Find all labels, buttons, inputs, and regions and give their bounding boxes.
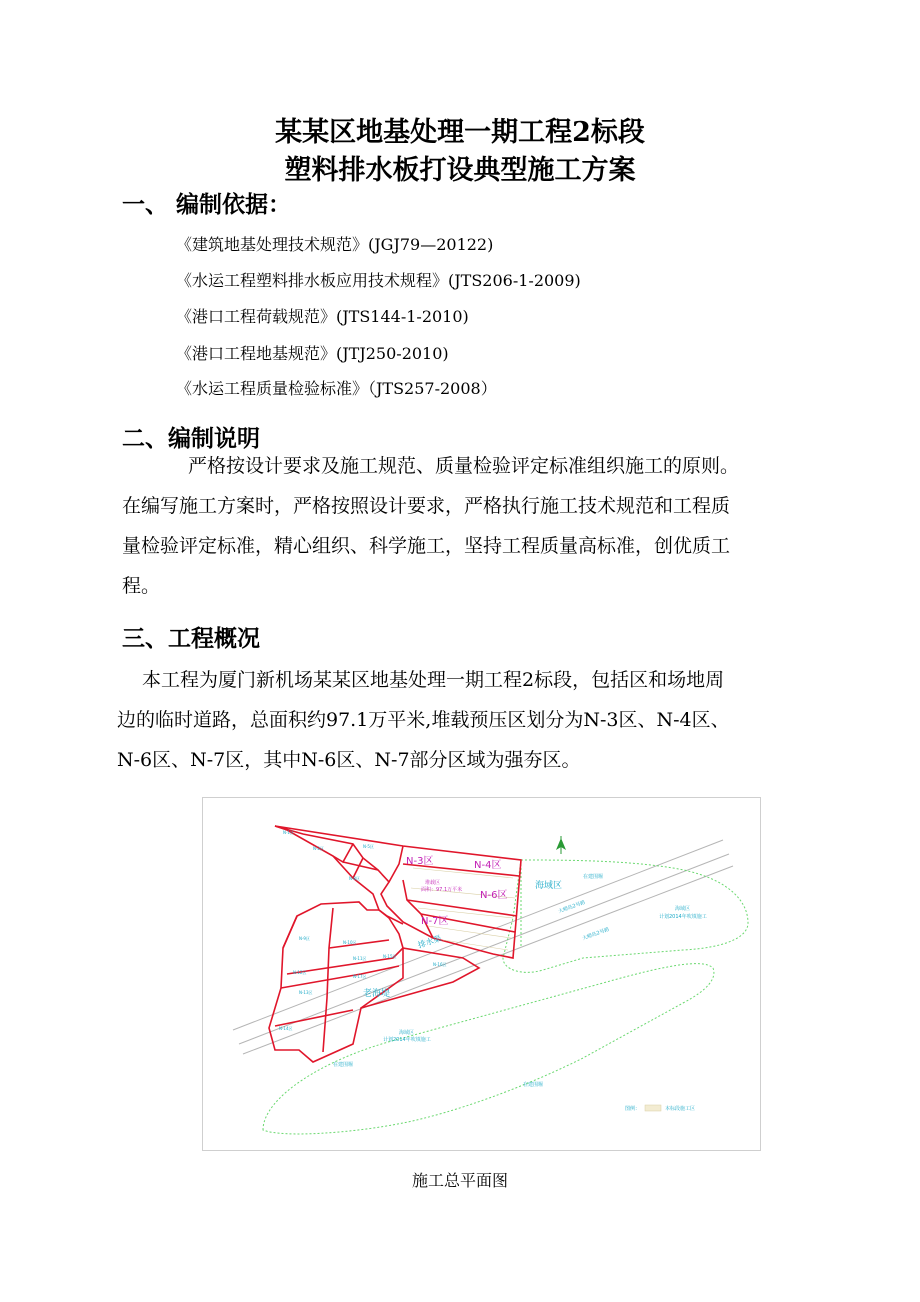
- cofferdam-label: 在建围堰: [583, 874, 604, 880]
- legend-swatch: [645, 1105, 661, 1111]
- section2-heading: 二、编制说明: [122, 425, 260, 452]
- sea-area-boundary: [263, 860, 748, 1134]
- small-zone-label: N-1区: [283, 830, 294, 835]
- reference-item: 《水运工程塑料排水板应用技术规程》(JTS206-1-2009): [176, 271, 581, 290]
- paragraph-line: 本工程为厦门新机场某某区地基处理一期工程2标段，包括区和场地周: [142, 669, 725, 691]
- zone-label-n3: N-3区: [406, 856, 434, 867]
- zone-label-n4: N-4区: [474, 860, 502, 871]
- small-zone-label: N-2区: [313, 846, 324, 851]
- title-line-1: 某某区地基处理一期工程2标段: [275, 117, 645, 148]
- section3-heading: 三、工程概况: [122, 625, 260, 652]
- sea-fill-line2: 计划2014年吹填施工: [383, 1037, 431, 1043]
- north-arrow-icon: [556, 836, 566, 854]
- small-zone-label: N-11区: [353, 956, 367, 961]
- reference-item: 《建筑地基处理技术规范》(JGJ79—20122): [176, 235, 494, 254]
- figure-caption: 施工总平面图: [411, 1171, 508, 1190]
- title-line-2: 塑料排水板打设典型施工方案: [284, 155, 636, 186]
- paragraph-line: 在编写施工方案时，严格按照设计要求，严格执行施工技术规范和工程质: [122, 495, 731, 517]
- road-label-1: 大嶝岛2号路: [557, 899, 587, 915]
- small-zone-label: N-8区: [349, 876, 360, 881]
- small-zone-label: N-16区: [433, 962, 447, 967]
- small-zone-label: N-10区: [343, 940, 357, 945]
- paragraph-line: 严格按设计要求及施工规范、质量检验评定标准组织施工的原则。: [188, 455, 740, 477]
- zone-label-n7: N-7区: [421, 916, 449, 927]
- reference-item: 《港口工程地基规范》(JTJ250-2010): [176, 344, 449, 363]
- small-zone-label: N-9区: [299, 936, 310, 941]
- small-zone-label: N-14区: [279, 1026, 293, 1031]
- paragraph-line: 程。: [122, 575, 161, 597]
- section1-heading: 一、 编制依据：: [122, 191, 292, 218]
- small-zone-label: N-12区: [293, 970, 307, 975]
- drain-channel-label: 排水渠: [416, 933, 443, 950]
- zone-label-n6: N-6区: [480, 890, 508, 901]
- zone-note-line2: 面积：97.1万平米: [421, 887, 463, 893]
- road-label-2: 大嶝岛2号路: [581, 926, 611, 942]
- small-zone-label: N-17区: [353, 974, 367, 979]
- sea-fill2-line1: 海域区: [675, 906, 691, 912]
- cofferdam-label-3: 在建围堰: [523, 1082, 544, 1088]
- small-zone-label: N-5区: [363, 844, 374, 849]
- legend-text: 本标段施工区: [665, 1106, 696, 1112]
- paragraph-line: 量检验评定标准，精心组织、科学施工，坚持工程质量高标准，创优质工: [122, 535, 731, 557]
- reference-item: 《水运工程质量检验标准》（JTS257-2008）: [176, 379, 497, 398]
- paragraph-line: N-6区、N-7区，其中N-6区、N-7部分区域为强夯区。: [117, 749, 581, 771]
- sea-fill-line1: 海域区: [399, 1030, 415, 1036]
- section3-paragraph: [117, 660, 822, 780]
- legend: [625, 1105, 695, 1112]
- site-plan-map: [203, 798, 760, 1150]
- zone-note-line1: 堆载区: [425, 880, 441, 886]
- cofferdam-label-2: 在建围堰: [333, 1062, 354, 1068]
- site-plan-figure: [202, 797, 761, 1151]
- zone-label-group: [406, 855, 507, 927]
- small-zone-label: N-15区: [383, 954, 397, 959]
- small-zone-label: N-13区: [299, 990, 313, 995]
- sea-area-label: 海域区: [535, 881, 563, 891]
- reference-item: 《港口工程荷载规范》(JTS144-1-2010): [176, 307, 469, 326]
- sea-fill2-line2: 计划2014年吹填施工: [659, 914, 707, 920]
- section2-paragraph: [122, 446, 822, 606]
- old-seawall-label: 老海堤: [363, 989, 391, 999]
- paragraph-line: 边的临时道路，总面积约97.1万平米,堆载预压区划分为N-3区、N-4区、: [117, 709, 730, 731]
- legend-label: 图例：: [625, 1106, 641, 1112]
